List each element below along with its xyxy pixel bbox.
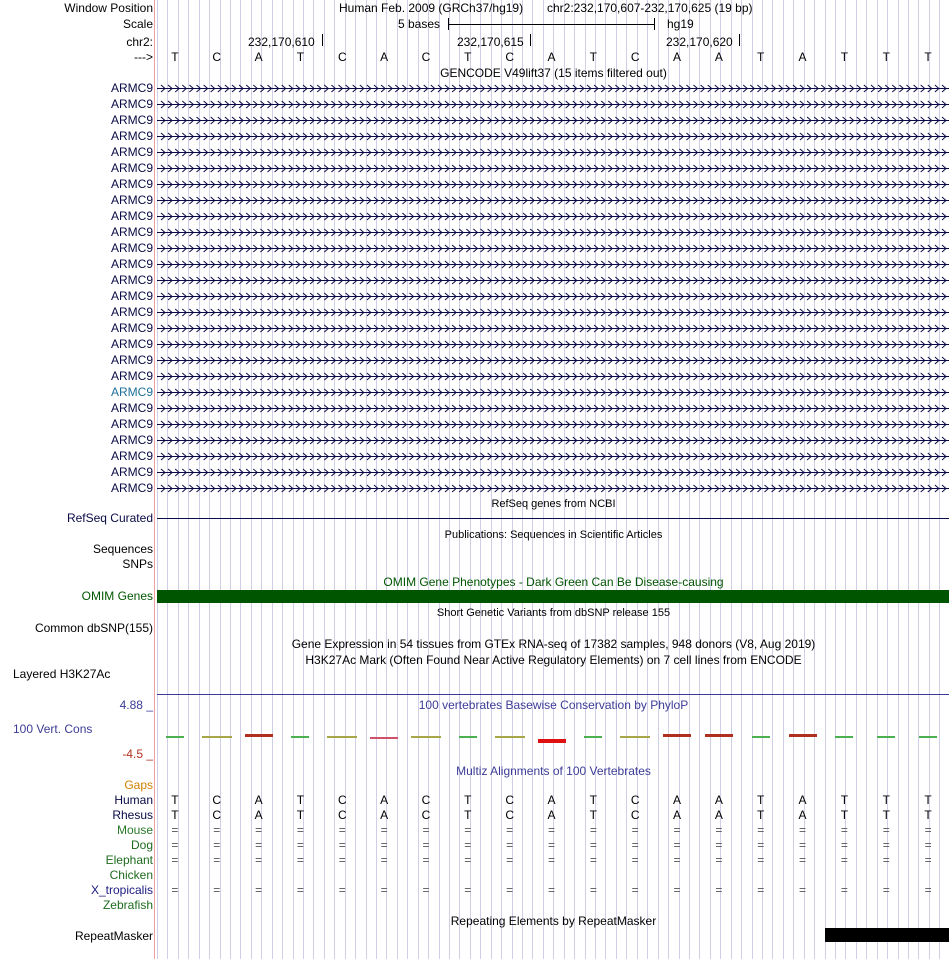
phylop-mark[interactable] xyxy=(584,736,602,738)
gencode-gene-label[interactable]: ARMC9 xyxy=(110,113,153,127)
gencode-gene-label[interactable]: ARMC9 xyxy=(110,401,153,415)
alignment-base: = xyxy=(422,823,430,837)
alignment-base: = xyxy=(464,838,472,852)
alignment-base: = xyxy=(171,838,179,852)
gencode-transcript[interactable] xyxy=(157,371,949,382)
gridline xyxy=(397,0,398,959)
phylop-mark[interactable] xyxy=(620,736,650,738)
alignment-base: = xyxy=(924,853,932,867)
sequence-base: C xyxy=(337,50,347,64)
sequence-base: C xyxy=(421,50,431,64)
gencode-transcript[interactable] xyxy=(157,467,949,478)
gridline xyxy=(616,0,617,959)
alignment-base: = xyxy=(171,853,179,867)
sequence-base: C xyxy=(505,50,514,64)
alignment-base: T xyxy=(171,793,179,807)
sequence-base: A xyxy=(798,50,807,64)
multiz-species-label[interactable]: Human xyxy=(114,793,153,807)
db-name: hg19 xyxy=(667,17,694,31)
alignment-base: C xyxy=(421,808,431,822)
gridline xyxy=(731,0,732,959)
gencode-gene-label[interactable]: ARMC9 xyxy=(110,257,153,271)
alignment-base: = xyxy=(924,823,932,837)
alignment-base: = xyxy=(547,853,555,867)
alignment-base: = xyxy=(506,838,514,852)
gencode-gene-label[interactable]: ARMC9 xyxy=(110,129,153,143)
alignment-base: = xyxy=(380,883,388,897)
alignment-base: T xyxy=(757,793,765,807)
alignment-base: = xyxy=(296,883,304,897)
sequence-base: A xyxy=(673,50,682,64)
gencode-transcript[interactable] xyxy=(157,387,949,398)
gencode-gene-label[interactable]: ARMC9 xyxy=(110,177,153,191)
gencode-transcript[interactable] xyxy=(157,147,949,158)
alignment-base: C xyxy=(212,808,222,822)
phylop-mark[interactable] xyxy=(705,734,733,737)
phylop-mark[interactable] xyxy=(835,736,853,738)
alignment-base: = xyxy=(380,853,388,867)
sequence-base: T xyxy=(924,50,932,64)
gencode-gene-label[interactable]: ARMC9 xyxy=(110,97,153,111)
gridline xyxy=(793,0,794,959)
gencode-transcript[interactable] xyxy=(157,115,949,126)
gridline xyxy=(407,0,408,959)
gridline xyxy=(689,0,690,959)
gridline xyxy=(324,0,325,959)
alignment-base: = xyxy=(464,883,472,897)
alignment-base: = xyxy=(506,883,514,897)
alignment-base: C xyxy=(505,793,514,807)
sequences-label[interactable]: Sequences xyxy=(92,542,153,556)
alignment-base: = xyxy=(631,853,639,867)
alignment-base: = xyxy=(757,823,765,837)
alignment-base: = xyxy=(338,853,346,867)
gaps-label[interactable]: Gaps xyxy=(124,778,153,792)
alignment-base: C xyxy=(505,808,514,822)
alignment-base: C xyxy=(212,793,222,807)
multiz-species-label[interactable]: X_tropicalis xyxy=(90,883,153,897)
phylop-max-label: 4.88 _ xyxy=(119,698,153,712)
gridline xyxy=(230,0,231,959)
gencode-gene-label[interactable]: ARMC9 xyxy=(110,465,153,479)
alignment-base: = xyxy=(171,823,179,837)
gridline xyxy=(272,0,273,959)
omim-title: OMIM Gene Phenotypes - Dark Green Can Be Disease-causing xyxy=(383,575,724,589)
gencode-transcript[interactable] xyxy=(157,99,949,110)
alignment-base: = xyxy=(547,823,555,837)
gridline xyxy=(668,0,669,959)
gencode-gene-label[interactable]: ARMC9 xyxy=(110,241,153,255)
alignment-base: T xyxy=(589,793,597,807)
alignment-base: = xyxy=(171,883,179,897)
phylop-mark[interactable] xyxy=(166,736,184,738)
ruler-tick-label-3: 232,170,620 xyxy=(666,35,733,49)
gridline xyxy=(449,0,450,959)
gencode-transcript[interactable] xyxy=(157,483,949,494)
gridline xyxy=(898,0,899,959)
gencode-gene-label[interactable]: ARMC9 xyxy=(110,417,153,431)
alignment-base: = xyxy=(673,883,681,897)
alignment-base: C xyxy=(337,793,347,807)
alignment-base: = xyxy=(715,883,723,897)
gencode-transcript[interactable] xyxy=(157,131,949,142)
gtex-title: Gene Expression in 54 tissues from GTEx RNA-seq of 17382 samples, 948 donors (V8, Aug 2019) xyxy=(291,637,816,651)
alignment-base: A xyxy=(547,793,556,807)
alignment-base: = xyxy=(882,838,890,852)
gridline xyxy=(814,0,815,959)
gridline xyxy=(199,0,200,959)
alignment-base: = xyxy=(673,823,681,837)
gencode-gene-label[interactable]: ARMC9 xyxy=(110,385,153,399)
ruler-tick-2 xyxy=(530,34,531,46)
gencode-transcript[interactable] xyxy=(157,339,949,350)
alignment-base: = xyxy=(296,838,304,852)
alignment-base: = xyxy=(673,838,681,852)
alignment-base: = xyxy=(296,823,304,837)
alignment-base: = xyxy=(882,853,890,867)
alignment-base: = xyxy=(589,883,597,897)
alignment-base: T xyxy=(840,793,849,807)
gridline xyxy=(439,0,440,959)
alignment-base: A xyxy=(798,793,807,807)
gencode-transcript[interactable] xyxy=(157,451,949,462)
alignment-base: A xyxy=(547,808,556,822)
alignment-base: = xyxy=(757,838,765,852)
gencode-gene-label[interactable]: ARMC9 xyxy=(110,305,153,319)
alignment-base: = xyxy=(213,823,221,837)
sequence-base: A xyxy=(547,50,556,64)
alignment-base: = xyxy=(255,838,263,852)
phylop-mark[interactable] xyxy=(663,734,691,737)
gridline xyxy=(564,0,565,959)
alignment-base: A xyxy=(254,793,263,807)
ruler-tick-label-2: 232,170,615 xyxy=(457,35,524,49)
snps-label[interactable]: SNPs xyxy=(122,557,153,571)
gencode-transcript[interactable] xyxy=(157,323,949,334)
alignment-base: = xyxy=(213,883,221,897)
omim-feature-bar[interactable] xyxy=(157,590,949,603)
gridline xyxy=(918,0,919,959)
sequence-base: T xyxy=(840,50,849,64)
scale-bar xyxy=(448,18,655,30)
phylop-mark[interactable] xyxy=(202,736,232,738)
phylop-mark[interactable] xyxy=(495,736,525,738)
alignment-base: = xyxy=(547,838,555,852)
h3k27ac-title: H3K27Ac Mark (Often Found Near Active Regulatory Elements) on 7 cell lines from ENCODE xyxy=(305,653,802,667)
alignment-base: = xyxy=(213,853,221,867)
alignment-base: = xyxy=(255,883,263,897)
alignment-base: = xyxy=(422,838,430,852)
gridline xyxy=(825,0,826,959)
gridline xyxy=(282,0,283,959)
scale-bases: 5 bases xyxy=(398,17,441,31)
gridline xyxy=(355,0,356,959)
alignment-base: = xyxy=(840,838,848,852)
gridline xyxy=(313,0,314,959)
gencode-transcript[interactable] xyxy=(157,243,949,254)
gridline xyxy=(574,0,575,959)
gridline xyxy=(752,0,753,959)
refseq-label[interactable]: RefSeq Curated xyxy=(66,511,153,525)
alignment-base: = xyxy=(631,883,639,897)
phylop-mark[interactable] xyxy=(411,736,441,738)
phylop-mark[interactable] xyxy=(370,737,398,739)
alignment-base: = xyxy=(799,883,807,897)
gencode-transcript[interactable] xyxy=(157,211,949,222)
repeatmasker-label[interactable]: RepeatMasker xyxy=(74,929,153,943)
alignment-base: T xyxy=(924,808,932,822)
alignment-base: = xyxy=(924,883,932,897)
gridline xyxy=(877,0,878,959)
multiz-species-label[interactable]: Mouse xyxy=(116,823,153,837)
phylop-mark[interactable] xyxy=(245,734,273,737)
repeat-element-block[interactable] xyxy=(825,928,949,942)
alignment-base: = xyxy=(757,853,765,867)
alignment-base: A xyxy=(254,808,263,822)
sequence-base: A xyxy=(254,50,263,64)
alignment-base: T xyxy=(882,808,890,822)
gencode-transcript[interactable] xyxy=(157,403,949,414)
phylop-mark[interactable] xyxy=(752,736,770,738)
alignment-base: = xyxy=(882,883,890,897)
alignment-base: = xyxy=(840,853,848,867)
gencode-transcript[interactable] xyxy=(157,83,949,94)
alignment-base: T xyxy=(296,793,305,807)
h3k27ac-label[interactable]: Layered H3K27Ac xyxy=(13,667,111,681)
gencode-gene-label[interactable]: ARMC9 xyxy=(110,481,153,495)
alignment-base: = xyxy=(799,853,807,867)
chrom-label: chr2: xyxy=(126,35,153,49)
gencode-gene-label[interactable]: ARMC9 xyxy=(110,337,153,351)
gencode-gene-label[interactable]: ARMC9 xyxy=(110,161,153,175)
refseq-gene-line[interactable] xyxy=(157,518,949,519)
gridline xyxy=(835,0,836,959)
ruler-tick-1 xyxy=(322,34,323,46)
alignment-base: = xyxy=(255,853,263,867)
gencode-transcript[interactable] xyxy=(157,227,949,238)
gridline xyxy=(647,0,648,959)
alignment-base: = xyxy=(631,838,639,852)
phylop-title: 100 vertebrates Basewise Conservation by PhyloP xyxy=(418,698,689,712)
multiz-species-label[interactable]: Dog xyxy=(130,838,153,852)
ruler-tick-3 xyxy=(739,34,740,46)
repeatmasker-title: Repeating Elements by RepeatMasker xyxy=(450,914,657,928)
gencode-transcript[interactable] xyxy=(157,435,949,446)
gridline xyxy=(908,0,909,959)
multiz-species-label[interactable]: Zebrafish xyxy=(102,898,153,912)
gencode-transcript[interactable] xyxy=(157,291,949,302)
alignment-base: = xyxy=(589,838,597,852)
sequence-base: T xyxy=(464,50,472,64)
alignment-base: = xyxy=(799,823,807,837)
gridline xyxy=(856,0,857,959)
refseq-title: RefSeq genes from NCBI xyxy=(491,498,616,510)
window-position-label: Window Position xyxy=(64,1,153,15)
alignment-base: A xyxy=(798,808,807,822)
gridline xyxy=(605,0,606,959)
phylop-mark[interactable] xyxy=(919,736,937,738)
scale-label: Scale xyxy=(122,17,153,31)
phylop-min-label: -4.5 _ xyxy=(122,747,153,761)
multiz-species-label[interactable]: Rhesus xyxy=(112,808,153,822)
gencode-gene-label[interactable]: ARMC9 xyxy=(110,193,153,207)
gencode-gene-label[interactable]: ARMC9 xyxy=(110,369,153,383)
gencode-gene-label[interactable]: ARMC9 xyxy=(110,225,153,239)
omim-label[interactable]: OMIM Genes xyxy=(81,589,153,603)
alignment-base: A xyxy=(714,808,723,822)
gridline xyxy=(480,0,481,959)
gencode-gene-label[interactable]: ARMC9 xyxy=(110,209,153,223)
assembly-name: Human Feb. 2009 (GRCh37/hg19) xyxy=(339,1,524,15)
gencode-transcript[interactable] xyxy=(157,275,949,286)
gridline xyxy=(532,0,533,959)
gencode-transcript[interactable] xyxy=(157,179,949,190)
gencode-title: GENCODE V49lift37 (15 items filtered out) xyxy=(440,66,667,80)
alignment-base: T xyxy=(757,808,765,822)
alignment-base: = xyxy=(547,883,555,897)
sequence-base: A xyxy=(714,50,723,64)
sequence-base: C xyxy=(212,50,222,64)
gridline xyxy=(783,0,784,959)
gencode-gene-label[interactable]: ARMC9 xyxy=(110,433,153,447)
alignment-base: = xyxy=(255,823,263,837)
alignment-base: = xyxy=(799,838,807,852)
alignment-base: = xyxy=(506,853,514,867)
gridline xyxy=(366,0,367,959)
alignment-base: T xyxy=(171,808,179,822)
gencode-gene-label[interactable]: ARMC9 xyxy=(110,289,153,303)
gridline xyxy=(772,0,773,959)
sequence-base: T xyxy=(757,50,765,64)
alignment-base: = xyxy=(338,883,346,897)
gridline xyxy=(157,0,158,959)
alignment-base: T xyxy=(464,793,472,807)
dbsnp-title: Short Genetic Variants from dbSNP release 155 xyxy=(436,607,671,619)
window-position-value: chr2:232,170,607-232,170,625 (19 bp) xyxy=(547,1,753,15)
alignment-base: A xyxy=(380,793,389,807)
phylop-mark[interactable] xyxy=(538,739,566,743)
alignment-base: = xyxy=(464,853,472,867)
gridline xyxy=(240,0,241,959)
gridline xyxy=(522,0,523,959)
alignment-base: = xyxy=(380,838,388,852)
alignment-base: T xyxy=(882,793,890,807)
alignment-base: = xyxy=(631,823,639,837)
track-divider xyxy=(157,694,949,695)
alignment-base: = xyxy=(882,823,890,837)
phylop-mark[interactable] xyxy=(877,736,895,738)
gridline xyxy=(710,0,711,959)
sequence-base: T xyxy=(589,50,597,64)
alignment-base: A xyxy=(673,808,682,822)
alignment-base: = xyxy=(715,838,723,852)
alignment-base: = xyxy=(380,823,388,837)
gencode-transcript[interactable] xyxy=(157,259,949,270)
alignment-base: = xyxy=(673,853,681,867)
alignment-base: T xyxy=(464,808,472,822)
ruler-tick-label-1: 232,170,610 xyxy=(248,35,315,49)
gridline xyxy=(491,0,492,959)
alignment-base: = xyxy=(338,823,346,837)
alignment-base: T xyxy=(589,808,597,822)
alignment-base: = xyxy=(589,853,597,867)
multiz-species-label[interactable]: Elephant xyxy=(105,853,153,867)
gencode-gene-label[interactable]: ARMC9 xyxy=(110,81,153,95)
gencode-transcript[interactable] xyxy=(157,355,949,366)
gencode-transcript[interactable] xyxy=(157,307,949,318)
gencode-gene-label[interactable]: ARMC9 xyxy=(110,145,153,159)
multiz-species-label[interactable]: Chicken xyxy=(109,868,153,882)
sequence-base: T xyxy=(171,50,179,64)
alignment-base: = xyxy=(757,883,765,897)
gencode-gene-label[interactable]: ARMC9 xyxy=(110,353,153,367)
alignment-base: = xyxy=(422,883,430,897)
gridline xyxy=(866,0,867,959)
gencode-transcript[interactable] xyxy=(157,419,949,430)
alignment-base: A xyxy=(714,793,723,807)
alignment-base: = xyxy=(213,838,221,852)
phylop-mark[interactable] xyxy=(291,736,309,738)
sequence-base: C xyxy=(630,50,640,64)
publications-title: Publications: Sequences in Scientific Articles xyxy=(444,529,663,541)
alignment-base: = xyxy=(840,823,848,837)
alignment-base: C xyxy=(421,793,431,807)
alignment-base: = xyxy=(506,823,514,837)
phylop-mark[interactable] xyxy=(327,736,357,738)
gencode-transcript[interactable] xyxy=(157,195,949,206)
alignment-base: C xyxy=(337,808,347,822)
alignment-base: C xyxy=(630,808,640,822)
alignment-base: A xyxy=(380,808,389,822)
label-separator xyxy=(154,0,155,959)
dbsnp-label[interactable]: Common dbSNP(155) xyxy=(34,621,153,635)
sequence-base: T xyxy=(882,50,890,64)
phylop-mark[interactable] xyxy=(459,736,477,738)
alignment-base: C xyxy=(630,793,640,807)
phylop-track-label[interactable]: 100 Vert. Cons xyxy=(13,722,93,736)
gridline xyxy=(699,0,700,959)
alignment-base: = xyxy=(422,853,430,867)
alignment-base: = xyxy=(715,853,723,867)
phylop-mark[interactable] xyxy=(789,734,817,737)
gridline xyxy=(188,0,189,959)
sequence-base: A xyxy=(380,50,389,64)
alignment-base: = xyxy=(464,823,472,837)
sequence-base: T xyxy=(296,50,305,64)
alignment-base: T xyxy=(840,808,849,822)
alignment-base: = xyxy=(338,838,346,852)
gencode-gene-label[interactable]: ARMC9 xyxy=(110,321,153,335)
alignment-base: = xyxy=(589,823,597,837)
alignment-base: = xyxy=(715,823,723,837)
alignment-base: = xyxy=(296,853,304,867)
alignment-base: = xyxy=(840,883,848,897)
gridline xyxy=(939,0,940,959)
gencode-gene-label[interactable]: ARMC9 xyxy=(110,273,153,287)
alignment-base: T xyxy=(924,793,932,807)
alignment-base: A xyxy=(673,793,682,807)
gridline xyxy=(658,0,659,959)
gridline xyxy=(741,0,742,959)
alignment-base: T xyxy=(296,808,305,822)
strand-label: ---> xyxy=(134,50,153,64)
alignment-base: = xyxy=(924,838,932,852)
multiz-title: Multiz Alignments of 100 Vertebrates xyxy=(456,764,651,778)
gencode-transcript[interactable] xyxy=(157,163,949,174)
gencode-gene-label[interactable]: ARMC9 xyxy=(110,449,153,463)
